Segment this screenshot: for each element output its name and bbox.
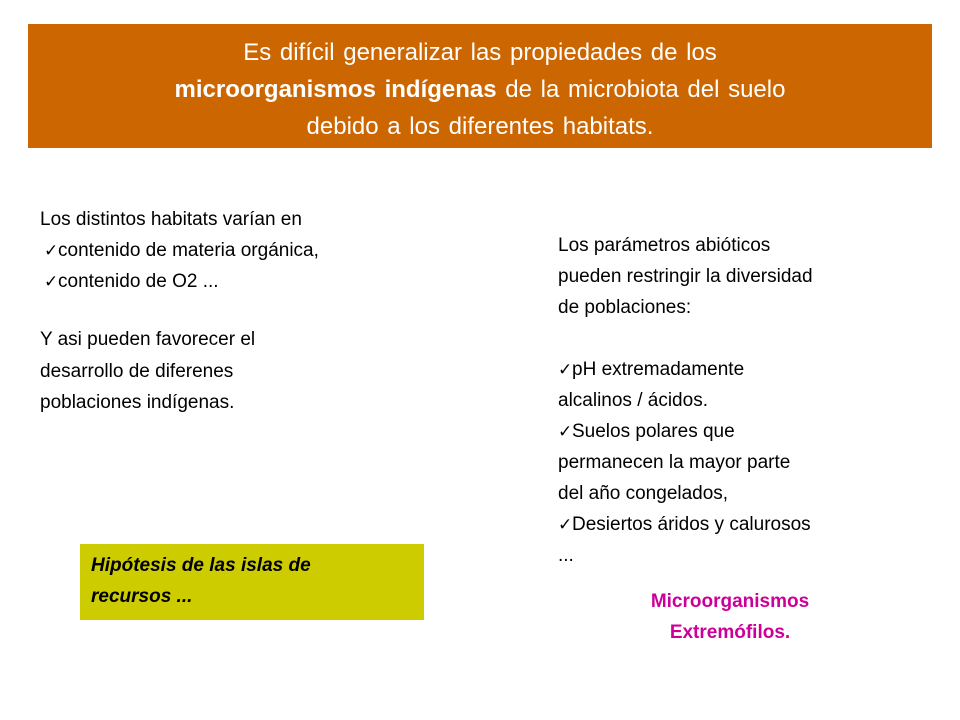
title-bold: microorganismos indígenas	[174, 76, 497, 103]
title-line-2	[28, 71, 932, 108]
abiotic-check-3-text: Desiertos áridos y calurosos	[572, 514, 811, 535]
habitats-text	[40, 204, 440, 419]
habitats-intro: Los distintos habitats varían en	[40, 209, 302, 230]
hypothesis-line-2: recursos ...	[91, 586, 193, 607]
habitats-paragraph-line-3: poblaciones indígenas.	[40, 392, 235, 413]
extremophiles-line-1: Microorganismos	[650, 591, 810, 612]
habitats-paragraph-line-2: desarrollo de diferenes	[40, 360, 234, 382]
check-icon: ✓	[558, 422, 573, 441]
extremophiles-line-2: Extremófilos.	[669, 622, 791, 643]
abiotic-check-2-cont-2: del año congelados,	[558, 483, 729, 504]
abiotic-check-1-text: pH extremadamente	[572, 359, 745, 380]
hypothesis-line-1: Hipótesis de las islas de	[91, 555, 311, 576]
abiotic-check-1	[558, 354, 938, 385]
habitats-paragraph-line-1: Y asi pueden favorecer el	[40, 329, 256, 350]
habitat-check-2	[44, 266, 440, 297]
habitat-check-1-text: contenido de materia orgánica,	[58, 240, 319, 261]
abiotic-intro-line-3: de poblaciones:	[558, 297, 692, 318]
abiotic-check-1-cont: alcalinos / ácidos.	[558, 390, 708, 411]
title-line-3: debido a los diferentes habitats.	[306, 113, 654, 140]
abiotic-check-3	[558, 509, 938, 540]
title-banner	[28, 24, 932, 148]
check-icon: ✓	[558, 360, 573, 379]
hypothesis-box	[80, 544, 424, 620]
abiotic-intro-line-1: Los parámetros abióticos	[558, 235, 771, 256]
habitat-check-1	[44, 235, 440, 266]
title-line-1: Es difícil generalizar las propiedades de los	[243, 39, 717, 66]
abiotic-check-2-text: Suelos polares que	[572, 421, 735, 442]
abiotic-check-2-cont-1: permanecen la mayor parte	[558, 452, 791, 473]
habitat-check-2-text: contenido de O2 ...	[58, 271, 219, 292]
abiotic-ellipsis: ...	[558, 545, 574, 566]
check-icon: ✓	[44, 272, 59, 291]
check-icon: ✓	[558, 515, 573, 534]
abiotic-intro-line-2: pueden restringir la diversidad	[558, 266, 813, 287]
habitats-paragraph	[40, 324, 440, 419]
extremophiles-highlight	[580, 586, 880, 648]
title-line-2-rest: de la microbiota del suelo	[496, 76, 786, 103]
check-icon: ✓	[44, 241, 59, 260]
abiotic-check-2	[558, 416, 938, 447]
abiotic-text	[558, 230, 938, 571]
